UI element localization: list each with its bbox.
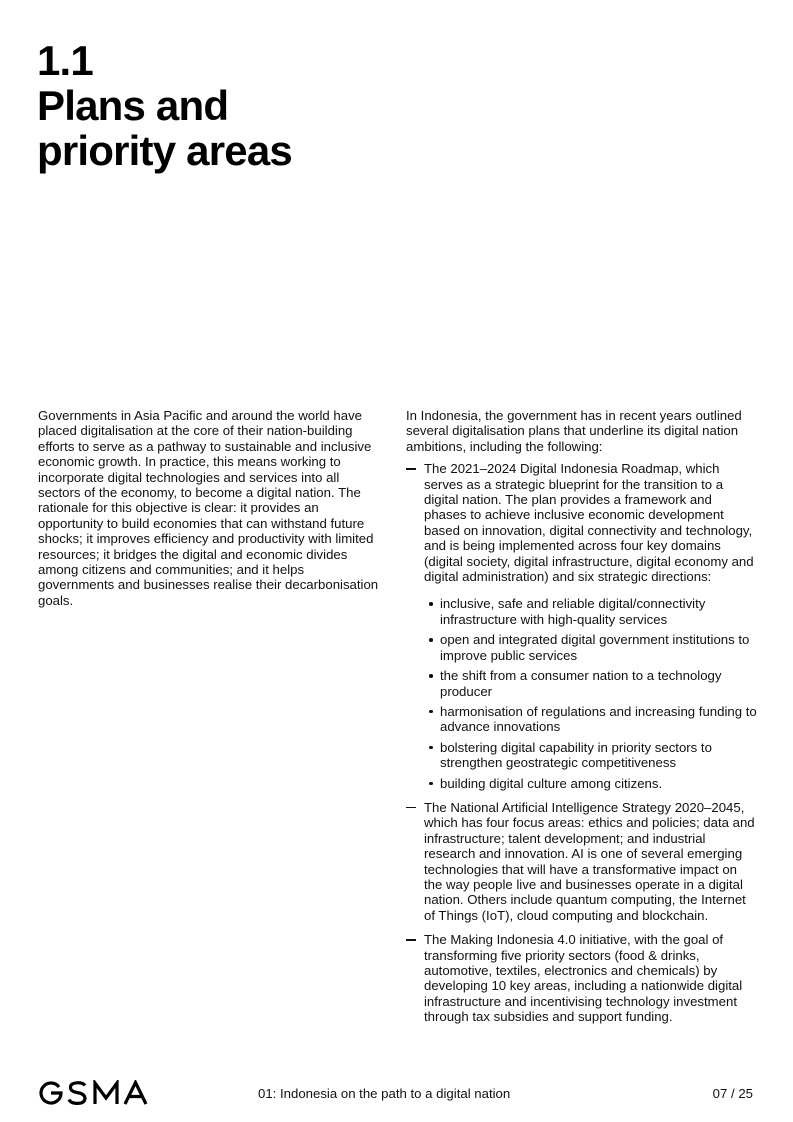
- plans-list: [406, 461, 758, 1024]
- indonesia-intro: In Indonesia, the government has in recent years outlined several digitalisation plans that underline its digital nation ambitions, including the following:: [406, 408, 742, 454]
- section-title-line-2: priority areas: [37, 127, 292, 174]
- page-footer: [37, 1080, 753, 1106]
- footer-section-title: 01: Indonesia on the path to a digital nation: [258, 1086, 511, 1101]
- list-item: building digital culture among citizens.: [424, 776, 758, 791]
- plan-text: The 2021–2024 Digital Indonesia Roadmap, which serves as a strategic blueprint for the transition to a digital nation. The plan provides a framework and phases to achieve inclusive economic development based on innovation, digital connectivity and technology, and is being implemented across four key domains (digital society, digital infrastructure, digital economy and digital administration) and six strategic directions:: [424, 461, 754, 585]
- plan-item-roadmap: [406, 461, 758, 791]
- plan-text: The Making Indonesia 4.0 initiative, with the goal of transforming five priority sectors (food & drinks, automotive, textiles, electronics and chemicals) by developing 10 key areas, including a nationwide digital infrastructure and incentivising technology investment through tax subsidies and support funding.: [424, 932, 743, 1025]
- list-item: open and integrated digital government institutions to improve public services: [424, 632, 758, 663]
- right-column: [406, 408, 758, 1034]
- plan-text: The National Artificial Intelligence Strategy 2020–2045, which has four focus areas: ethics and policies; data and infrastructure; talent development; and industrial research and innovation. AI is one of several emerging technologies that will have a transformative impact on the way people live and businesses operate in a digital nation. Others include quantum computing, the Internet of Things (IoT), cloud computing and blockchain.: [424, 799, 755, 923]
- list-item: bolstering digital capability in priority sectors to strengthen geostrategic competitiveness: [424, 740, 758, 771]
- gsma-logo: [37, 1080, 159, 1106]
- section-heading: [37, 38, 292, 173]
- list-item: the shift from a consumer nation to a technology producer: [424, 668, 758, 699]
- page-number: 07 / 25: [712, 1086, 753, 1101]
- plan-item-ai-strategy: [406, 800, 758, 923]
- plan-item-making-indonesia: [406, 932, 758, 1024]
- left-column: [38, 408, 380, 608]
- section-title-line-1: Plans and: [37, 82, 229, 129]
- list-item: harmonisation of regulations and increasing funding to advance innovations: [424, 704, 758, 735]
- section-number: 1.1: [37, 37, 93, 84]
- list-item: inclusive, safe and reliable digital/connectivity infrastructure with high-quality services: [424, 596, 758, 627]
- intro-paragraph: Governments in Asia Pacific and around the world have placed digitalisation at the core of their nation-building efforts to serve as a pathway to sustainable and inclusive economic growth. In practice, this means working to incorporate digital technologies and services into all sectors of the economy, to become a digital nation. The rationale for this objective is clear: it provides an opportunity to build economies that can withstand future shocks; it improves efficiency and productivity with limited resources; it bridges the digital and economic divides among citizens and communities; and it helps governments and businesses realise their decarbonisation goals.: [38, 408, 379, 608]
- strategic-directions-list: [424, 596, 758, 790]
